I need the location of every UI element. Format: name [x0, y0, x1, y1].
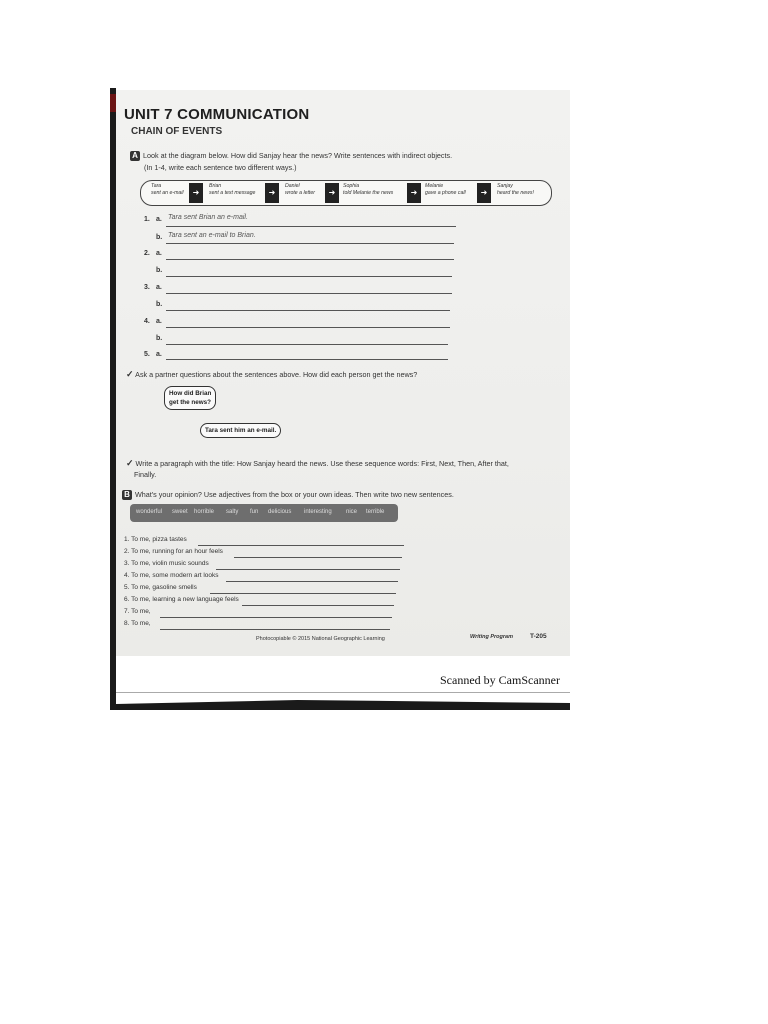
answer-line[interactable] — [216, 569, 400, 570]
item-letter: a. — [156, 216, 162, 223]
item-letter: b. — [156, 335, 163, 342]
answer-line[interactable] — [166, 293, 452, 294]
answer-line[interactable] — [160, 629, 390, 630]
question-bubble-line1: How did Brian — [169, 390, 212, 397]
word-chip: terrible — [366, 509, 385, 515]
arrow-icon: ➜ — [477, 183, 491, 203]
section-a-instruction-line2: (In 1-4, write each sentence two different ways.) — [144, 163, 297, 172]
item-letter: a. — [156, 284, 162, 291]
opinion-prompt-8: 8. To me, — [124, 620, 151, 627]
item-letter: a. — [156, 318, 162, 325]
worksheet-page — [116, 90, 570, 656]
adjective-word-box — [130, 504, 398, 522]
chain-node-name: Sanjay — [497, 183, 513, 189]
opinion-prompt-5: 5. To me, gasoline smells — [124, 584, 197, 591]
chain-node-name: Tara — [151, 183, 162, 189]
opinion-prompt-7: 7. To me, — [124, 608, 151, 615]
question-bubble-line2: get the news? — [169, 399, 211, 406]
item-number: 5. — [144, 351, 150, 358]
chain-node-action: sent a text message — [209, 190, 256, 196]
section-a-instruction — [130, 151, 452, 161]
section-b-instruction-text: What's your opinion? Use adjectives from the box or your own ideas. Then write two new sentences. — [135, 490, 454, 499]
word-chip: delicious — [268, 509, 292, 515]
answer-line[interactable] — [166, 359, 448, 360]
word-chip: horrible — [194, 509, 215, 515]
arrow-icon: ➜ — [265, 183, 279, 203]
copyright-footer: Photocopiable © 2015 National Geographic Learning — [256, 636, 385, 642]
opinion-prompt-2: 2. To me, running for an hour feels — [124, 548, 223, 555]
scan-bottom-strip — [116, 700, 570, 710]
opinion-prompt-1: 1. To me, pizza tastes — [124, 536, 187, 543]
check-icon: ✓ — [126, 369, 134, 379]
paragraph-prompt-text: Write a paragraph with the title: How Sanjay heard the news. Use these sequence words: First, Next, Then, After that, — [135, 459, 509, 468]
item-number: 2. — [144, 250, 150, 257]
chain-node-sophia — [343, 183, 393, 197]
answer-line[interactable] — [166, 226, 456, 227]
chain-node-action: wrote a letter — [285, 190, 315, 196]
opinion-prompt-4: 4. To me, some modern art looks — [124, 572, 219, 579]
paragraph-prompt — [126, 458, 509, 469]
item-number: 4. — [144, 318, 150, 325]
question-speech-bubble — [164, 386, 216, 410]
chain-node-action: told Melanie the news — [343, 190, 394, 196]
chain-node-action: sent an e-mail — [151, 190, 184, 196]
answer-line[interactable] — [166, 243, 454, 244]
arrow-icon: ➜ — [189, 183, 203, 203]
item-letter: a. — [156, 351, 162, 358]
program-footer: Writing Program — [470, 634, 513, 640]
chain-node-name: Sophia — [343, 183, 360, 189]
word-chip: fun — [250, 509, 259, 515]
item-letter: b. — [156, 234, 163, 241]
item-letter: b. — [156, 301, 163, 308]
opinion-prompt-6: 6. To me, learning a new language feels — [124, 596, 239, 603]
section-b-instruction — [122, 490, 454, 500]
paragraph-prompt-line2: Finally. — [134, 470, 157, 479]
chain-node-melanie — [425, 183, 466, 197]
word-chip: sweet — [172, 509, 188, 515]
page-number: T-205 — [530, 633, 547, 640]
arrow-icon: ➜ — [325, 183, 339, 203]
word-chip: wonderful — [136, 509, 163, 515]
section-a-instruction-line1: Look at the diagram below. How did Sanjay hear the news? Write sentences with indirect objects. — [143, 151, 453, 160]
item-letter: b. — [156, 267, 163, 274]
answer-line[interactable] — [242, 605, 394, 606]
scanner-watermark: Scanned by CamScanner — [440, 673, 560, 687]
chain-node-brian — [209, 183, 255, 197]
section-subtitle: CHAIN OF EVENTS — [131, 126, 223, 137]
chain-node-daniel — [285, 183, 315, 197]
chain-node-name: Daniel — [285, 183, 300, 189]
chain-node-name: Brian — [209, 183, 222, 189]
scan-bottom-rule — [116, 692, 570, 693]
opinion-prompt-3: 3. To me, violin music sounds — [124, 560, 209, 567]
answer-line[interactable] — [166, 310, 450, 311]
section-a-badge: A — [130, 151, 140, 161]
chain-of-events-diagram — [140, 180, 552, 206]
answer-line[interactable] — [166, 259, 454, 260]
check-icon: ✓ — [126, 458, 134, 468]
partner-prompt — [126, 369, 417, 380]
answer-line[interactable] — [198, 545, 404, 546]
answer-line[interactable] — [226, 581, 398, 582]
item-number: 3. — [144, 284, 150, 291]
chain-node-tara — [151, 183, 184, 197]
chain-node-action: gave a phone call — [425, 190, 466, 196]
answer-speech-bubble — [200, 423, 281, 438]
arrow-icon: ➜ — [407, 183, 421, 203]
answer-line[interactable] — [160, 617, 392, 618]
answer-line[interactable] — [166, 344, 448, 345]
section-b-badge: B — [122, 490, 132, 500]
word-chip: nice — [346, 509, 358, 515]
answer-line[interactable] — [210, 593, 396, 594]
sample-answer-1b: Tara sent an e-mail to Brian. — [168, 232, 256, 239]
sample-answer-1a: Tara sent Brian an e-mail. — [168, 214, 248, 221]
item-number: 1. — [144, 216, 150, 223]
unit-title: UNIT 7 COMMUNICATION — [124, 106, 310, 123]
chain-node-name: Melanie — [425, 183, 444, 189]
word-chip: salty — [226, 509, 239, 515]
chain-node-sanjay — [497, 183, 534, 197]
answer-line[interactable] — [234, 557, 402, 558]
scanned-page — [110, 88, 570, 710]
item-letter: a. — [156, 250, 162, 257]
answer-line[interactable] — [166, 327, 450, 328]
partner-prompt-text: Ask a partner questions about the sentences above. How did each person get the news? — [135, 370, 418, 379]
word-chip: interesting — [304, 509, 332, 515]
answer-bubble-text: Tara sent him an e-mail. — [205, 427, 277, 434]
chain-node-action: heard the news! — [497, 190, 534, 196]
answer-line[interactable] — [166, 276, 452, 277]
